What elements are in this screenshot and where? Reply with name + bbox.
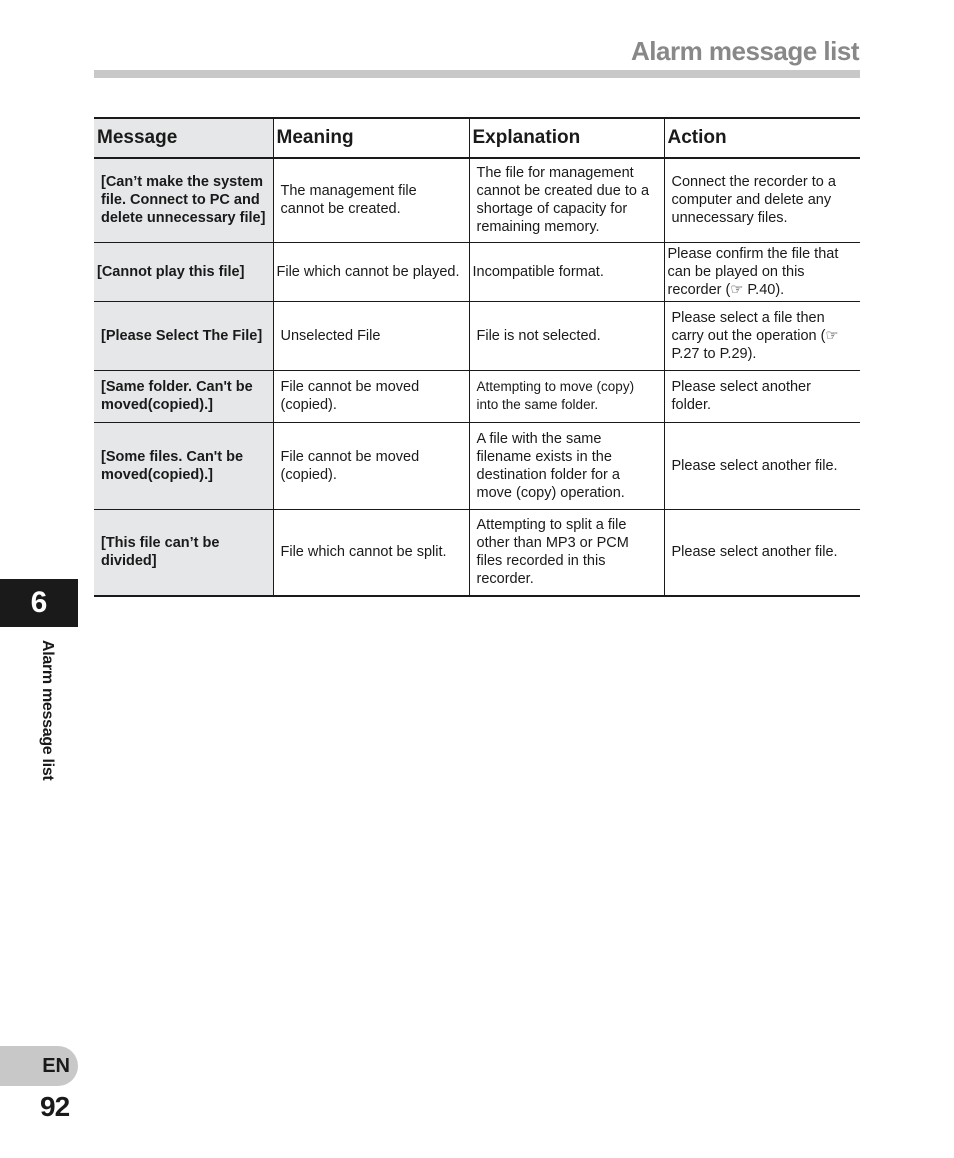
table-header-row bbox=[94, 118, 860, 158]
explanation-cell: Attempting to move (copy) into the same folder. bbox=[469, 370, 664, 422]
action-cell: Please select another folder. bbox=[664, 370, 860, 422]
action-cell: Please select another file. bbox=[664, 422, 860, 509]
meaning-cell: File cannot be moved (copied). bbox=[273, 370, 469, 422]
message-cell: [Please Select The File] bbox=[94, 301, 273, 370]
title-rule bbox=[94, 70, 860, 78]
explanation-cell: File is not selected. bbox=[469, 301, 664, 370]
action-cell: Connect the recorder to a computer and delete any unnecessary files. bbox=[664, 158, 860, 242]
explanation-cell: The file for management cannot be created due to a shortage of capacity for remaining memory. bbox=[469, 158, 664, 242]
message-cell: [Cannot play this file] bbox=[94, 242, 273, 301]
meaning-cell: File which cannot be split. bbox=[273, 509, 469, 596]
action-cell: Please select another file. bbox=[664, 509, 860, 596]
meaning-cell: Unselected File bbox=[273, 301, 469, 370]
message-cell: [Can’t make the system file. Connect to PC and delete unnecessary file] bbox=[94, 158, 273, 242]
column-header-meaning: Meaning bbox=[273, 118, 469, 158]
column-header-action: Action bbox=[664, 118, 860, 158]
action-cell: Please confirm the file that can be played on this recorder (☞ P.40). bbox=[664, 242, 860, 301]
message-cell: [Some files. Can't be moved(copied).] bbox=[94, 422, 273, 509]
column-header-message: Message bbox=[94, 118, 273, 158]
table-row bbox=[94, 370, 860, 422]
action-cell: Please select a file then carry out the operation (☞ P.27 to P.29). bbox=[664, 301, 860, 370]
message-cell: [This file can’t be divided] bbox=[94, 509, 273, 596]
table-row bbox=[94, 242, 860, 301]
page-title: Alarm message list bbox=[630, 36, 859, 66]
message-cell: [Same folder. Can't be moved(copied).] bbox=[94, 370, 273, 422]
section-side-label: Alarm message list bbox=[39, 640, 56, 781]
table-row bbox=[94, 509, 860, 596]
table-row bbox=[94, 301, 860, 370]
meaning-cell: File cannot be moved (copied). bbox=[273, 422, 469, 509]
page-number: 92 bbox=[40, 1091, 70, 1122]
table-row bbox=[94, 422, 860, 509]
column-header-explanation: Explanation bbox=[469, 118, 664, 158]
explanation-cell: A file with the same filename exists in the destination folder for a move (copy) operation. bbox=[469, 422, 664, 509]
meaning-cell: The management file cannot be created. bbox=[273, 158, 469, 242]
explanation-cell: Attempting to split a file other than MP3 or PCM files recorded in this recorder. bbox=[469, 509, 664, 596]
language-badge: EN bbox=[0, 1046, 78, 1086]
explanation-cell: Incompatible format. bbox=[469, 242, 664, 301]
chapter-tab: 6 bbox=[0, 579, 78, 627]
alarm-message-table bbox=[94, 117, 860, 597]
meaning-cell: File which cannot be played. bbox=[273, 242, 469, 301]
table-row bbox=[94, 158, 860, 242]
